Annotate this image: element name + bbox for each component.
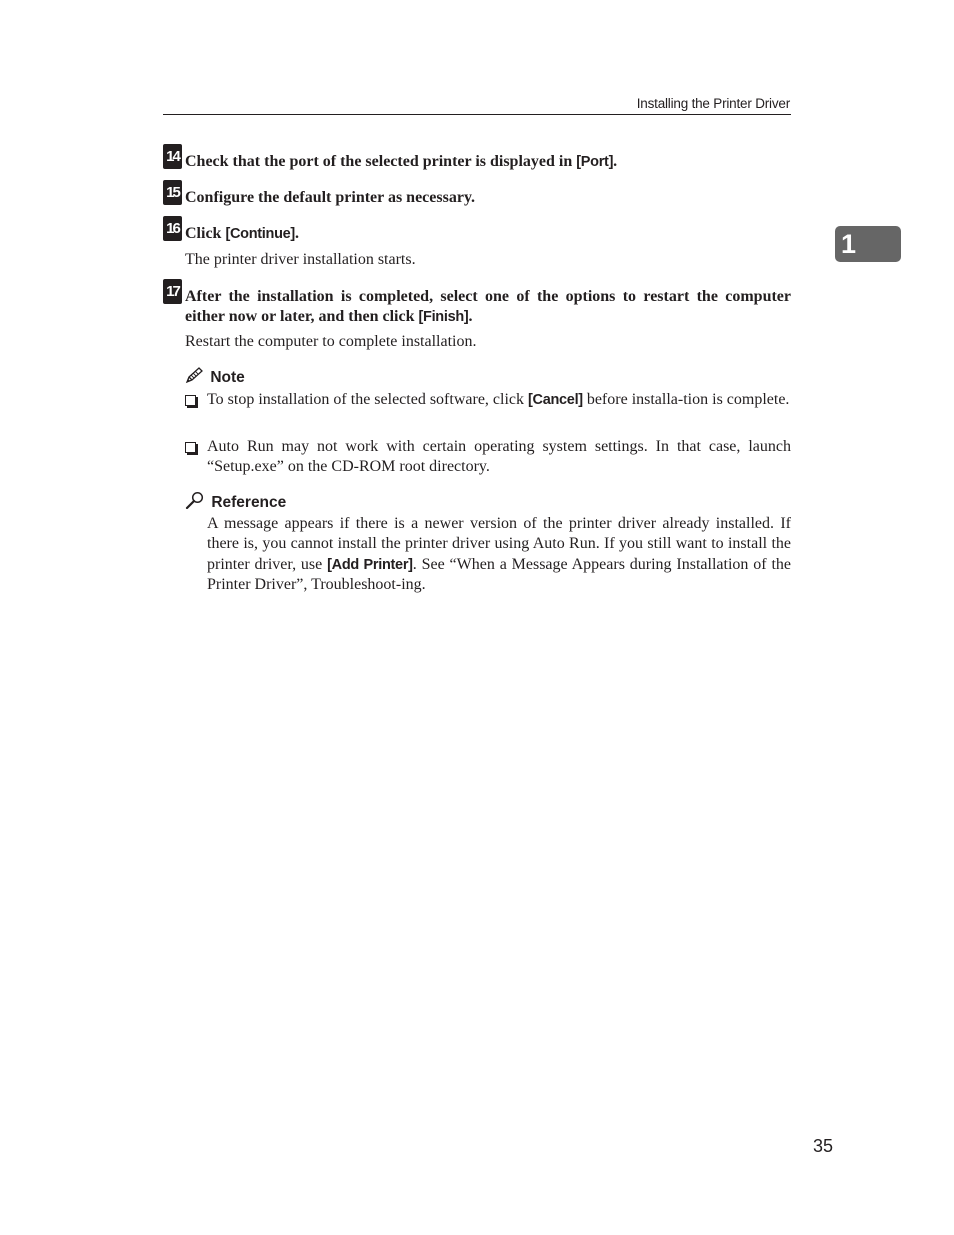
step-16: [163, 220, 791, 244]
ui-label-add-printer: [Add Printer]: [327, 556, 413, 573]
note-item: Auto Run may not work with certain operating system settings. In that case, launch “Setup.exe” on the CD-ROM root directory.: [185, 437, 791, 477]
step-16-description: The printer driver installation starts.: [185, 251, 416, 268]
step-17-description: Restart the computer to complete installation.: [185, 333, 477, 350]
chapter-tab: 1: [835, 226, 901, 262]
step-text: Configure the default printer as necessary.: [185, 189, 476, 206]
step-17: [163, 283, 791, 327]
step-15: [163, 184, 791, 208]
step-number: 15: [163, 180, 182, 205]
step-text: Click [Continue].: [185, 225, 299, 242]
magnifier-icon: [185, 494, 211, 511]
ui-label-cancel: [Cancel]: [528, 392, 583, 408]
page-number: 35: [813, 1136, 834, 1156]
ui-label-finish: [Finish]: [418, 309, 469, 325]
step-text: Check that the port of the selected printer is displayed in [Port].: [185, 153, 618, 170]
ui-label-continue: [Continue]: [225, 226, 295, 242]
pencil-icon: [185, 369, 210, 386]
note-heading: Note: [185, 367, 245, 387]
checkbox-bullet-icon: [185, 442, 196, 453]
running-header: Installing the Printer Driver: [636, 96, 790, 111]
ui-label-port: [Port]: [576, 154, 614, 170]
reference-text: A message appears if there is a newer version of the printer driver already installed. If there is, you cannot install the printer driver using Auto Run. If you still want to install the printer driver, use [Add Printer]. See “When a Message Appears during Installation of the Printer Driver”, Troubleshoot-ing.: [207, 515, 791, 593]
step-number: 14: [163, 144, 182, 169]
note-item: To stop installation of the selected software, click [Cancel] before installa-tion is complete.: [185, 390, 791, 410]
step-text: After the installation is completed, select one of the options to restart the computer either now or later, and then click [Finish].: [185, 288, 791, 325]
checkbox-bullet-icon: [185, 395, 196, 406]
step-number: 17: [163, 279, 182, 304]
step-number: 16: [163, 216, 182, 241]
reference-heading: Reference: [185, 491, 286, 512]
step-14: [163, 148, 791, 172]
header-rule: [163, 114, 791, 115]
